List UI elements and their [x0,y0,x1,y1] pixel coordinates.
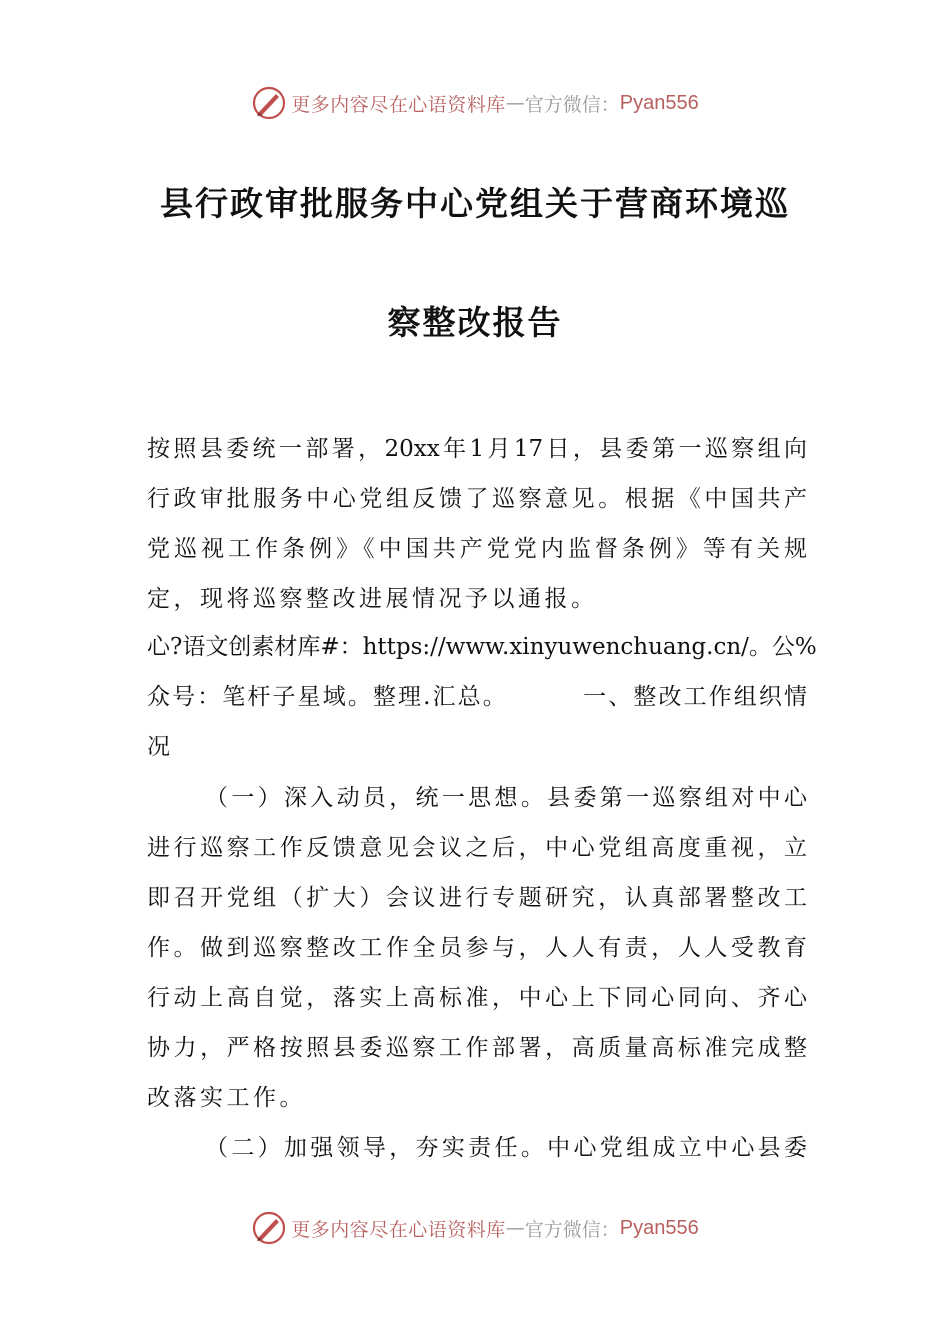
banner-label: 官方微信： [524,1218,620,1241]
banner-text: 更多内容尽在心语资料库 [291,93,506,116]
body-line: 即召开党组（扩大）会议进行专题研究，认真部署整改工 [147,885,807,911]
body-line: 心?语文创素材库#：https://www.xinyuwenchuang.cn/。公% [147,634,817,660]
body-line: （二）加强领导，夯实责任。中心党组成立中心县委 [205,1135,807,1161]
watermark-banner-top [0,83,950,123]
body-line: 进行巡察工作反馈意见会议之后，中心党组高度重视，立 [147,835,807,861]
body-line: 党巡视工作条例》《中国共产党党内监督条例》等有关规 [147,536,807,562]
body-line: 行政审批服务中心党组反馈了巡察意见。根据《中国共产 [147,486,807,512]
body-line: 按照县委统一部署，20xx年1月17日，县委第一巡察组向 [147,436,807,462]
body-line: 协力，严格按照县委巡察工作部署，高质量高标准完成整 [147,1035,807,1061]
document-title-line-1: 县行政审批服务中心党组关于营商环境巡 [160,184,790,223]
pen-logo-icon [251,85,287,121]
banner-separator: — [505,1217,525,1239]
body-line: 改落实工作。 [147,1085,306,1111]
body-line: （一）深入动员，统一思想。县委第一巡察组对中心 [205,785,807,811]
document-title-line-2: 察整改报告 [387,303,563,342]
body-line: 众号：笔杆子星域。整理.汇总。 一、整改工作组织情 [147,684,807,710]
body-line: 况 [147,734,174,760]
pen-logo-icon [251,1210,287,1246]
banner-text: 更多内容尽在心语资料库 [291,1218,506,1241]
banner-label: 官方微信： [524,93,620,116]
body-line: 定，现将巡察整改进展情况予以通报。 [147,586,598,612]
body-line: 行动上高自觉，落实上高标准，中心上下同心同向、齐心 [147,985,807,1011]
watermark-banner-bottom [0,1208,950,1248]
banner-separator: — [505,92,525,114]
banner-wechat-id: Pyan556 [619,91,699,114]
banner-wechat-id: Pyan556 [619,1216,699,1239]
body-line: 作。做到巡察整改工作全员参与，人人有责，人人受教育 [147,935,807,961]
